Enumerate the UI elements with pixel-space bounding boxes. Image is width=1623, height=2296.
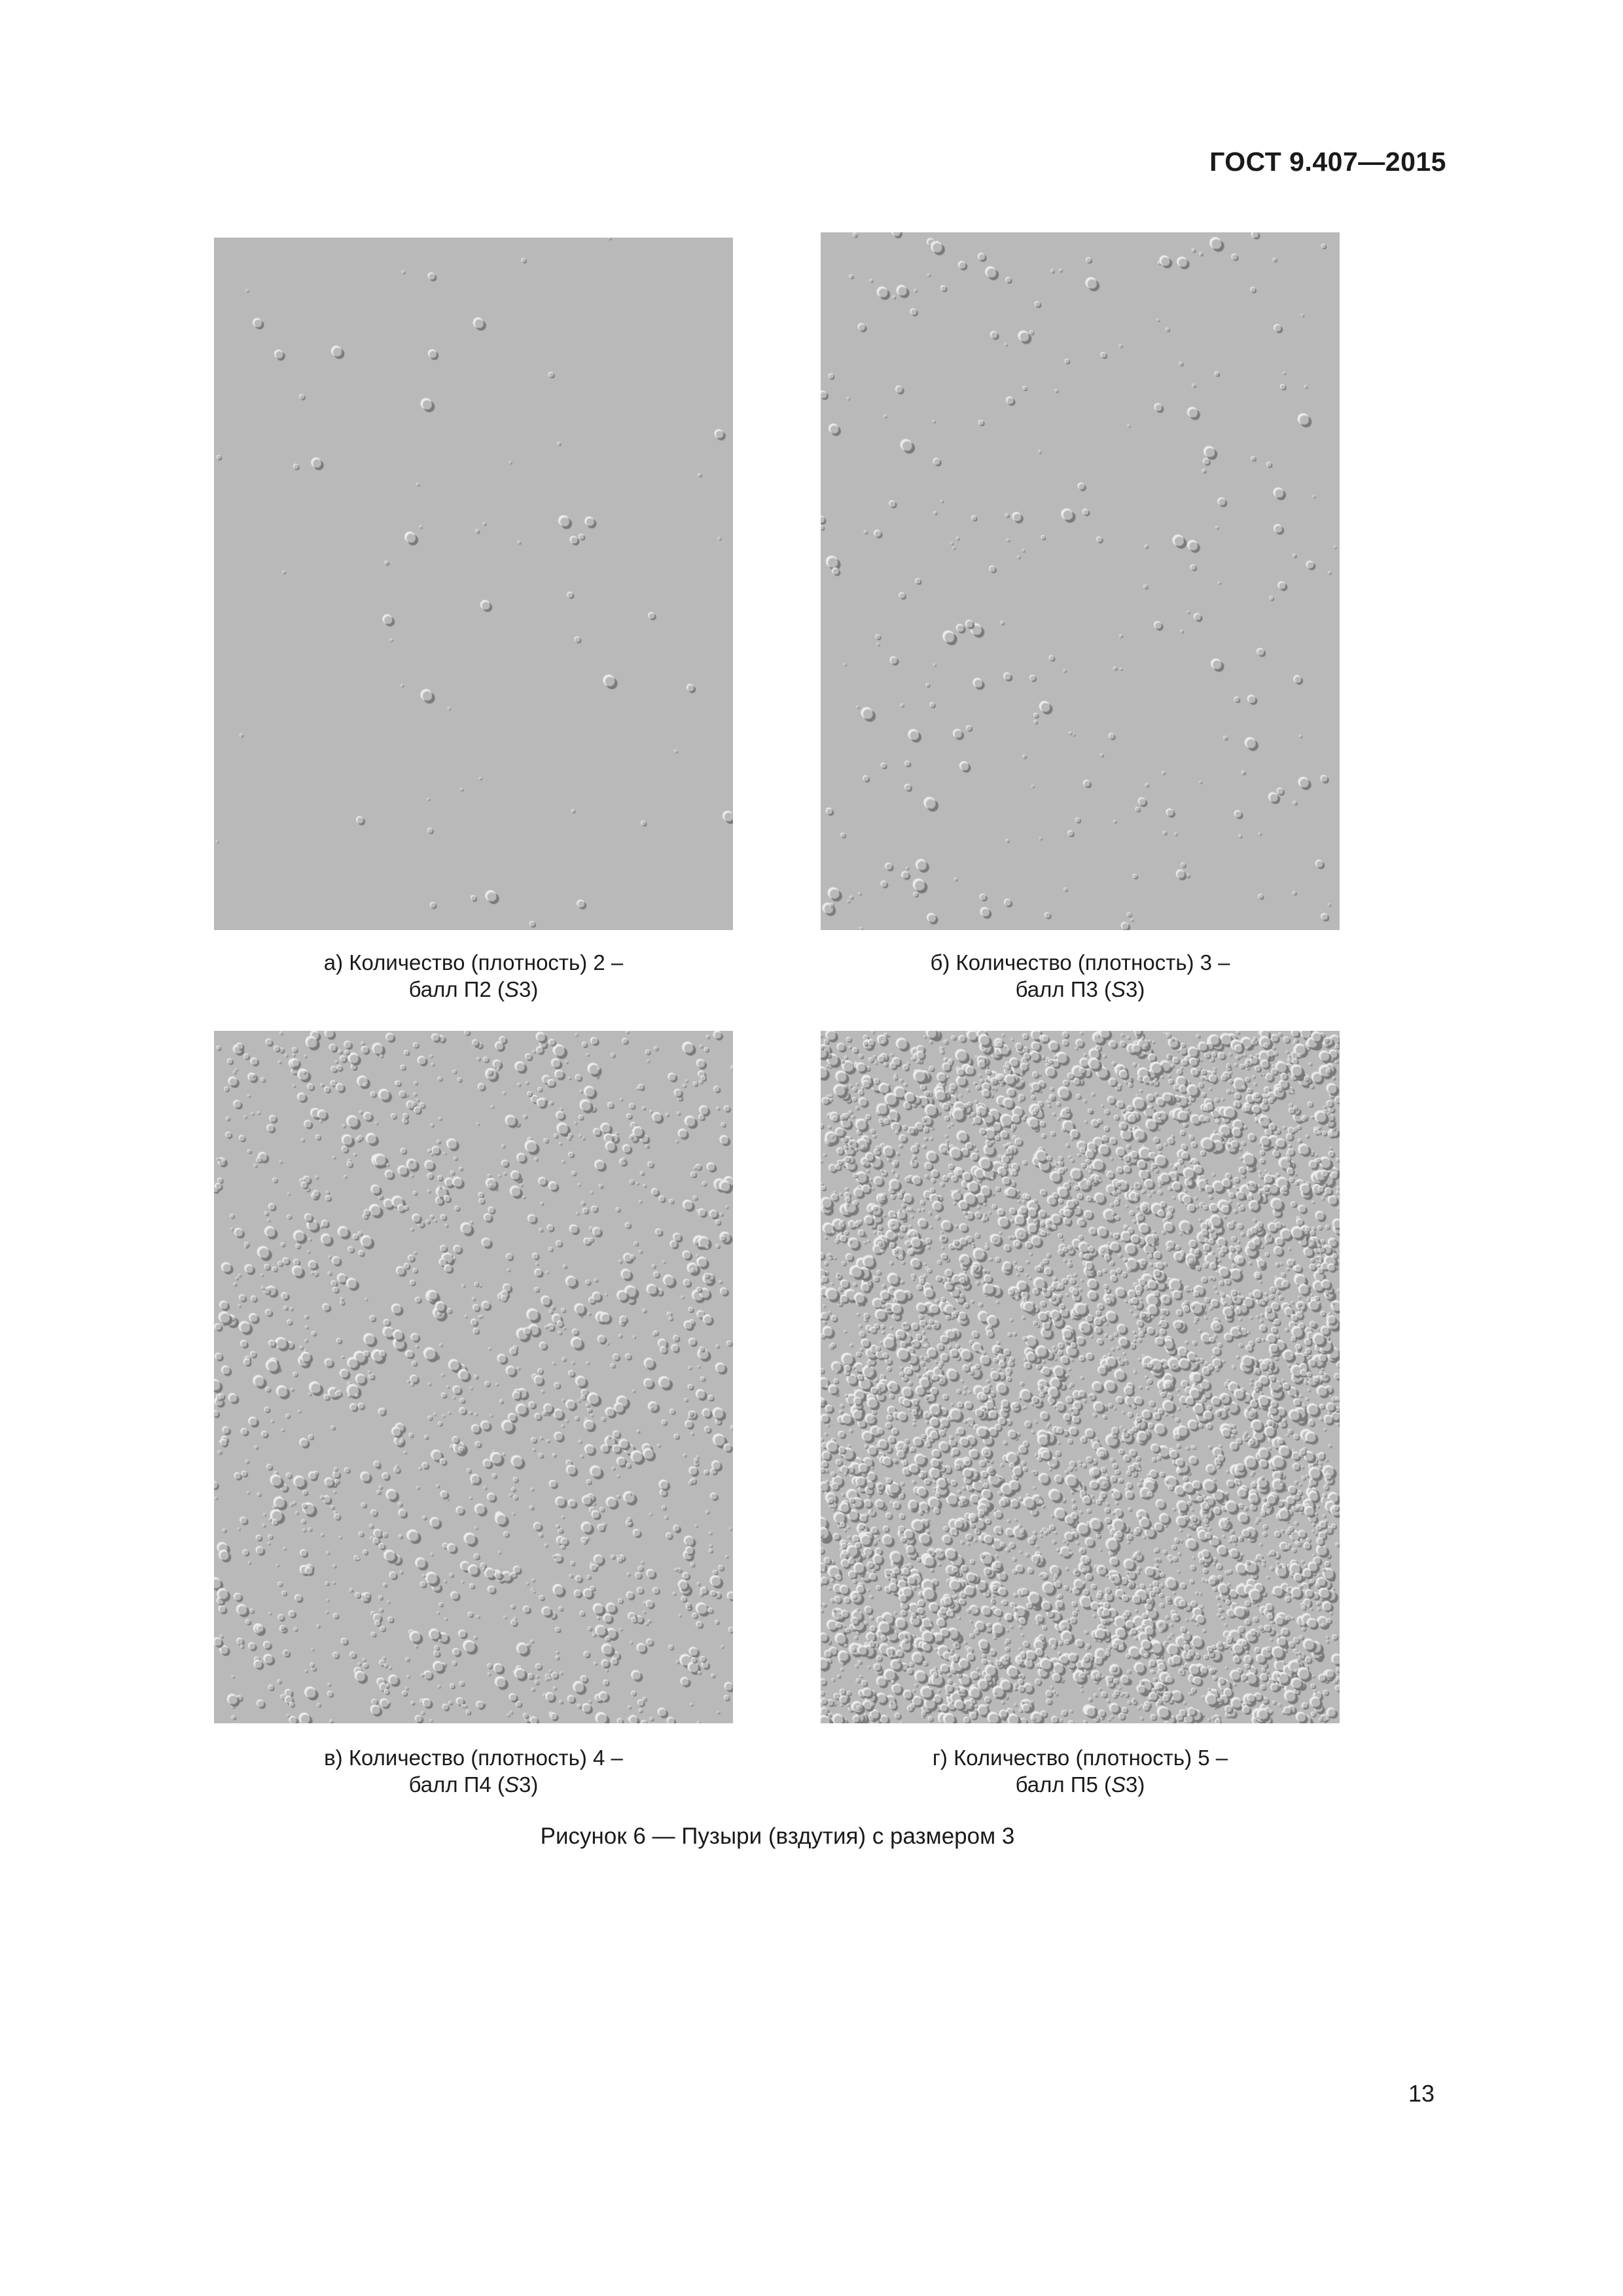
caption-c-size-symbol: S [505, 1772, 520, 1797]
caption-d [821, 1744, 1340, 1798]
document-header: ГОСТ 9.407—2015 [1209, 147, 1446, 177]
caption-b-grade: балл П3 ( [1015, 977, 1112, 1001]
page-number: 13 [1408, 2080, 1435, 2107]
caption-d-size: 3) [1126, 1772, 1145, 1797]
caption-a-size: 3) [519, 977, 539, 1001]
caption-c-size: 3) [519, 1772, 539, 1797]
caption-c-line2 [214, 1771, 733, 1798]
bubble-texture-c [214, 1031, 733, 1723]
caption-c-grade: балл П4 ( [408, 1772, 505, 1797]
caption-d-line2 [821, 1771, 1340, 1798]
caption-d-grade: балл П5 ( [1015, 1772, 1112, 1797]
caption-b-size-symbol: S [1111, 977, 1126, 1001]
caption-a-line1: а) Количество (плотность) 2 – [323, 950, 624, 975]
caption-b-line1: б) Количество (плотность) 3 – [930, 950, 1230, 975]
bubble-image-density-3 [821, 232, 1340, 930]
caption-c-line1: в) Количество (плотность) 4 – [324, 1746, 623, 1770]
caption-d-size-symbol: S [1111, 1772, 1126, 1797]
bubble-image-density-4 [214, 1031, 733, 1723]
caption-b [821, 949, 1340, 1003]
caption-c [214, 1744, 733, 1798]
caption-a-size-symbol: S [505, 977, 520, 1001]
caption-d-line1: г) Количество (плотность) 5 – [932, 1746, 1228, 1770]
bubble-texture-a [214, 238, 733, 930]
caption-b-size: 3) [1126, 977, 1145, 1001]
caption-b-line2 [821, 976, 1340, 1003]
bubble-texture-b [821, 232, 1340, 930]
bubble-texture-d [821, 1031, 1340, 1723]
caption-a-line2 [214, 976, 733, 1003]
caption-a-grade: балл П2 ( [408, 977, 505, 1001]
figure-title: Рисунок 6 — Пузыри (вздутия) с размером 3 [540, 1823, 1015, 1849]
caption-a [214, 949, 733, 1003]
bubble-image-density-2 [214, 238, 733, 930]
bubble-image-density-5 [821, 1031, 1340, 1723]
